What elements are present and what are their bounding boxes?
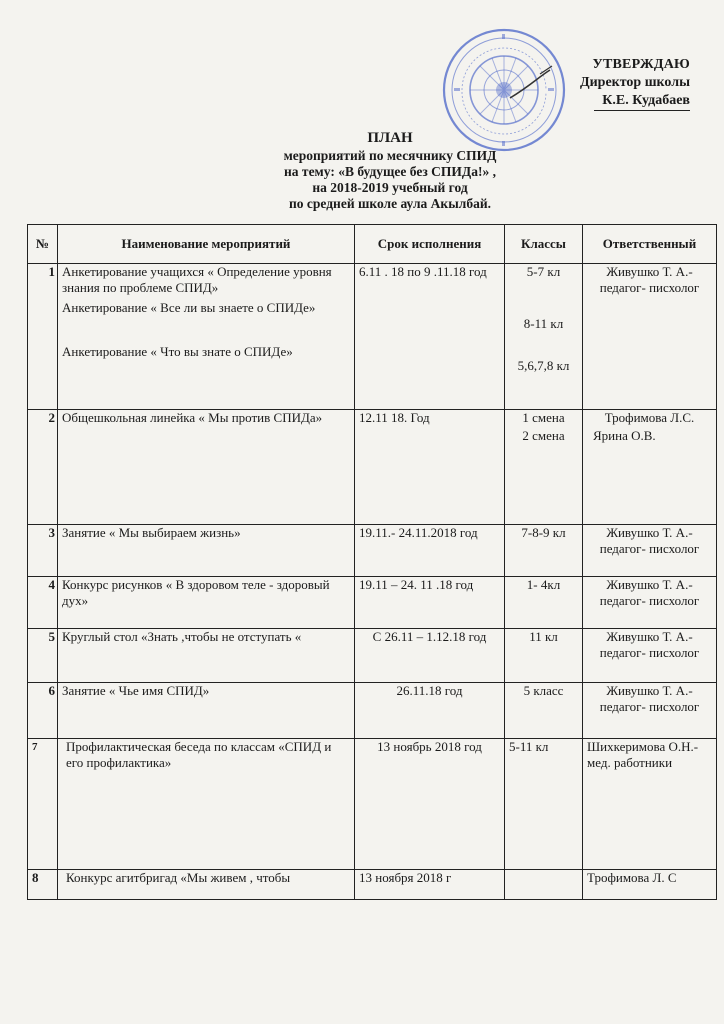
events-table xyxy=(27,224,717,900)
approval-position: Директор школы xyxy=(579,75,690,90)
row-classes xyxy=(505,870,583,900)
row-responsible: Шихкеримова О.Н.- мед. работники xyxy=(583,739,717,870)
header-event: Наименование мероприятий xyxy=(58,225,355,264)
header-term: Срок исполнения xyxy=(355,225,505,264)
heading-line-5: по средней школе аула Акылбай. xyxy=(289,196,491,211)
class-item: 1 смена xyxy=(522,410,565,425)
heading-line-3: на тему: «В будущее без СПИДа!» , xyxy=(284,164,496,179)
table-header-row xyxy=(28,225,717,264)
row-term: 13 ноября 2018 г xyxy=(355,870,505,900)
row-term: 6.11 . 18 по 9 .11.18 год xyxy=(355,264,505,410)
responsible-item: Трофимова Л.С. xyxy=(604,410,695,425)
row-num: 4 xyxy=(28,577,58,629)
row-events: Занятие « Чье имя СПИД» xyxy=(58,683,355,739)
row-events: Конкурс рисунков « В здоровом теле - здоровый дух» xyxy=(58,577,355,629)
row-classes: 7-8-9 кл xyxy=(505,525,583,577)
row-responsible: Трофимова Л. С xyxy=(583,870,717,900)
row-classes: 1- 4кл xyxy=(505,577,583,629)
row-classes: 5 класс xyxy=(505,683,583,739)
approval-title: УТВЕРЖДАЮ xyxy=(592,57,690,72)
heading-line-4: на 2018-2019 учебный год xyxy=(312,180,468,195)
row-num: 2 xyxy=(28,410,58,525)
table-row xyxy=(28,739,717,870)
row-num: 6 xyxy=(28,683,58,739)
header-classes: Классы xyxy=(505,225,583,264)
row-responsible xyxy=(583,410,717,525)
responsible-item: Ярина О.В. xyxy=(593,428,656,443)
row-term: 19.11 – 24. 11 .18 год xyxy=(355,577,505,629)
event-item: Анкетирование « Что вы знате о СПИДе» xyxy=(62,344,293,359)
header-num: № xyxy=(28,225,58,264)
row-term: 19.11.- 24.11.2018 год xyxy=(355,525,505,577)
row-num: 1 xyxy=(28,264,58,410)
row-term: 12.11 18. Год xyxy=(355,410,505,525)
heading-line-2: мероприятий по месячнику СПИД xyxy=(283,148,497,163)
class-item: 8-11 кл xyxy=(523,316,564,331)
row-num: 5 xyxy=(28,629,58,683)
row-events: Конкурс агитбригад «Мы живем , чтобы xyxy=(58,870,355,900)
table-row xyxy=(28,870,717,900)
row-num: 8 xyxy=(28,870,58,900)
table-row xyxy=(28,525,717,577)
class-item: 5,6,7,8 кл xyxy=(517,358,570,373)
row-responsible: Живушко Т. А.- педагог- писхолог xyxy=(583,525,717,577)
row-classes xyxy=(505,264,583,410)
row-responsible: Живушко Т. А.- педагог- писхолог xyxy=(583,629,717,683)
class-item: 2 смена xyxy=(522,428,565,443)
row-term: 26.11.18 год xyxy=(355,683,505,739)
row-term: С 26.11 – 1.12.18 год xyxy=(355,629,505,683)
row-events: Занятие « Мы выбираем жизнь» xyxy=(58,525,355,577)
class-item: 5-7 кл xyxy=(526,264,561,279)
row-events: Профилактическая беседа по классам «СПИД и его профилактика» xyxy=(58,739,355,870)
heading-title: ПЛАН xyxy=(367,130,413,146)
table-row xyxy=(28,629,717,683)
event-item: Анкетирование « Все ли вы знаете о СПИДе» xyxy=(62,300,316,315)
row-classes: 5-11 кл xyxy=(505,739,583,870)
approval-name: К.Е. Кудабаев xyxy=(594,92,690,111)
table-row xyxy=(28,683,717,739)
table-row xyxy=(28,577,717,629)
row-num: 7 xyxy=(28,739,58,870)
row-term: 13 ноябрь 2018 год xyxy=(355,739,505,870)
row-responsible: Живушко Т. А.- педагог- писхолог xyxy=(583,683,717,739)
row-num: 3 xyxy=(28,525,58,577)
row-events: Общешкольная линейка « Мы против СПИДа» xyxy=(58,410,355,525)
approval-block xyxy=(520,56,690,111)
event-item: Анкетирование учащихся « Определение уровня знания по проблеме СПИД» xyxy=(62,264,332,295)
row-events: Круглый стол «Знать ,чтобы не отступать « xyxy=(58,629,355,683)
row-classes: 11 кл xyxy=(505,629,583,683)
table-row xyxy=(28,264,717,410)
row-responsible: Живушко Т. А.- педагог- писхолог xyxy=(583,577,717,629)
row-responsible: Живушко Т. А.- педагог- писхолог xyxy=(583,264,717,410)
table-row xyxy=(28,410,717,525)
header-responsible: Ответственный xyxy=(583,225,717,264)
document-heading xyxy=(250,130,530,212)
row-events xyxy=(58,264,355,410)
row-classes xyxy=(505,410,583,525)
